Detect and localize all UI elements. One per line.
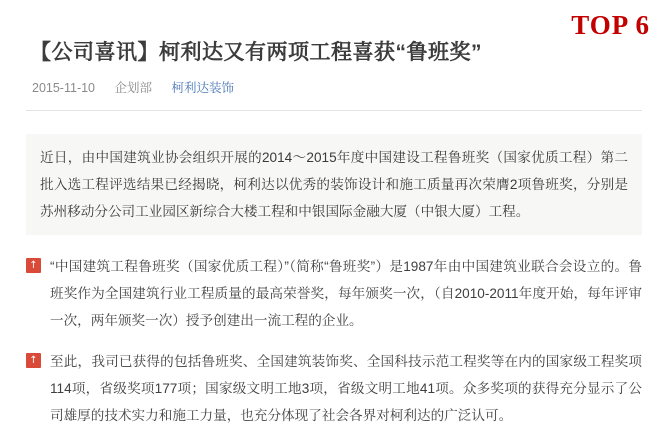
page-title: 【公司喜讯】柯利达又有两项工程喜获“鲁班奖” — [30, 41, 482, 65]
article-meta — [32, 78, 234, 96]
paragraph-text: 近日，由中国建筑业协会组织开展的2014～2015年度中国建设工程鲁班奖（国家优质工程）第二批入选工程评选结果已经揭晓，柯利达以优秀的装饰设计和施工质量再次荣膺2项鲁班奖，分别是苏州移动分公司工业园区新综合大楼工程和中银国际金融大厦（中银大厦）工程。 — [40, 150, 628, 219]
lead-paragraph — [26, 134, 642, 235]
paragraph-text: 至此，我司已获得的包括鲁班奖、全国建筑装饰奖、全国科技示范工程奖等在内的国家级工程奖项114项，省级奖项177项；国家级文明工地3项，省级文明工地41项。众多奖项的获得充分显示了公司雄厚的技术实力和施工力量，也充分体现了社会各界对柯利达的广泛认可。 — [50, 354, 642, 423]
source-link[interactable]: 柯利达装饰 — [171, 81, 235, 95]
department-label: 企划部 — [114, 81, 153, 95]
paragraph-text: “中国建筑工程鲁班奖（国家优质工程）”（简称“鲁班奖”）是1987年由中国建筑业联合会设立的。鲁班奖作为全国建筑行业工程质量的最高荣誉奖，每年颁奖一次，（自2010-2011年度开始，每年评审一次，两年颁奖一次）授予创建出一流工程的企业。 — [50, 259, 642, 328]
arrow-up-icon: ↑ — [26, 353, 41, 368]
header-divider — [26, 110, 642, 111]
body-paragraph-2 — [26, 348, 642, 429]
body-paragraph-1 — [26, 253, 642, 334]
article-body — [26, 134, 642, 443]
publish-date: 2015-11-10 — [32, 81, 96, 95]
arrow-up-icon: ↑ — [26, 258, 41, 273]
top-rank-badge: TOP 6 — [571, 10, 650, 40]
